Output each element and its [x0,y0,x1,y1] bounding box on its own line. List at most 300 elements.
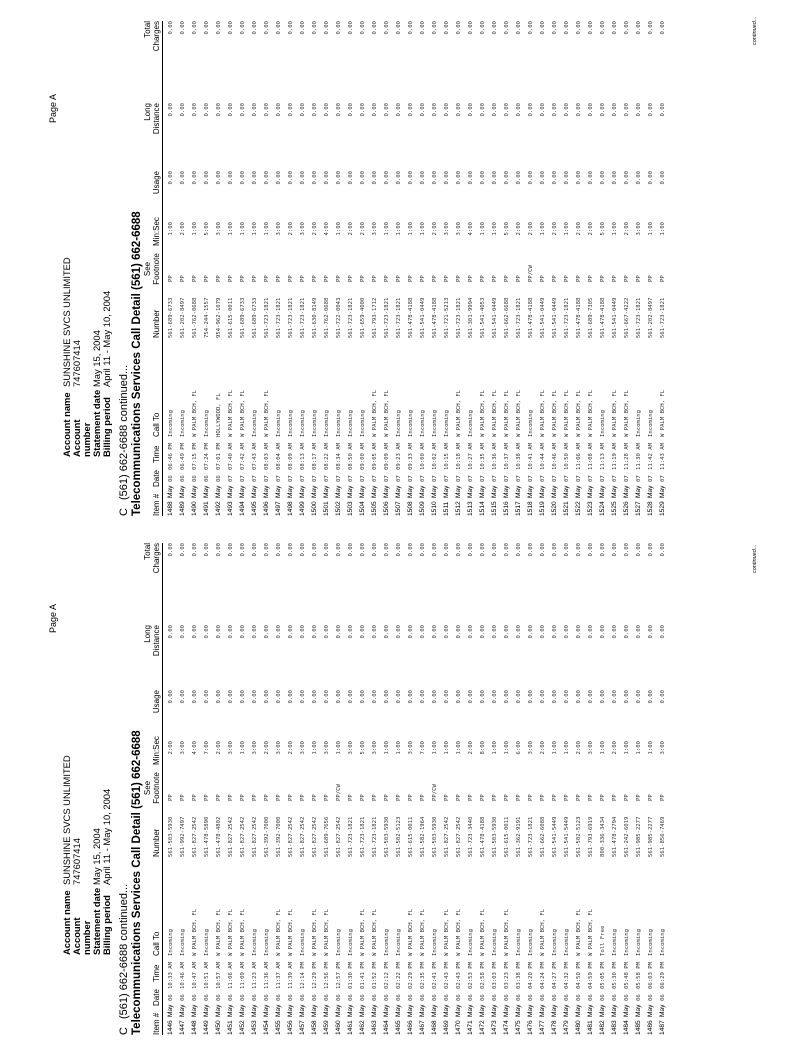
table-row [489,543,501,1035]
cell-total-charges: 0.00 [204,21,210,35]
cell-number: 754-244-1557 [204,297,210,338]
cell-call-to: Incoming [204,929,210,956]
cell-month: May [419,485,426,498]
table-row [201,543,213,1035]
cell-minsec: 5:00 [204,222,210,236]
cell-footnote: PP [180,275,186,282]
cell-total-charges: 0.00 [420,21,426,35]
cell-call-to: Incoming [624,929,630,956]
cell-number: 561-689-6733 [240,297,246,338]
cell-item: 1472 [479,1020,486,1035]
cell-time: 10:57 AM [216,962,222,989]
cell-usage: 0.00 [216,171,222,185]
cell-footnote: PP [600,794,606,801]
cell-long-distance: 0.00 [348,625,354,639]
cell-item: 1494 [239,501,246,516]
cell-month: May [179,1004,186,1017]
cell-number: 561-723-1821 [636,297,642,338]
table-row [369,21,381,516]
billing-period-value: April 11 - May 10, 2004 [101,290,112,387]
cell-item: 1448 [191,1020,198,1035]
cell-item: 1523 [587,501,594,516]
table-row [585,543,597,1035]
cell-footnote: PP [492,275,498,282]
cell-time: 06:46 PM [168,443,174,470]
cell-item: 1487 [659,1020,666,1035]
cell-number: 561-541-4053 [480,297,486,338]
cell-item: 1485 [635,1020,642,1035]
cell-time: 10:02 AM [432,443,438,470]
cell-time: 02:29 PM [408,962,414,989]
table-row [549,21,561,516]
cell-number: 561-723-1821 [372,816,378,857]
cell-call-to: Incoming [552,929,558,956]
cell-long-distance: 0.00 [396,625,402,639]
cell-item: 1522 [575,501,582,516]
cell-minsec: 1:00 [564,741,570,755]
cell-usage: 0.00 [276,171,282,185]
cell-total-charges: 0.00 [240,21,246,35]
cell-time: 10:27 AM [468,443,474,470]
table-row [621,543,633,1035]
cell-call-to: Incoming [204,410,210,437]
cell-total-charges: 0.00 [300,543,306,557]
table-row [249,21,261,516]
cell-footnote: PP [192,275,198,282]
cell-usage: 0.00 [528,690,534,704]
col-number: Number [152,309,161,338]
cell-month: May [311,1004,318,1017]
cell-time: 06:29 PM [660,962,666,989]
cell-usage: 0.00 [276,690,282,704]
cell-call-to: W PALM BCH, FL [372,389,378,437]
cell-call-to: W PALM BCH, FL [324,908,330,956]
cell-call-to: W PALM BCH, FL [552,389,558,437]
cell-usage: 0.00 [444,171,450,185]
cell-day: 06 [588,994,594,1001]
cell-day: 07 [516,475,522,482]
cell-item: 1474 [503,1020,510,1035]
col-date: Date [152,989,161,1006]
cell-day: 07 [588,475,594,482]
cell-usage: 0.00 [324,690,330,704]
cell-month: May [287,485,294,498]
cell-long-distance: 0.00 [180,625,186,639]
cell-total-charges: 0.00 [564,543,570,557]
cell-month: May [443,485,450,498]
cell-total-charges: 0.00 [516,21,522,35]
cell-total-charges: 0.00 [324,543,330,557]
cell-month: May [599,1004,606,1017]
cell-call-to: Incoming [348,929,354,956]
cell-time: 07:01 PM [216,443,222,470]
cell-item: 1497 [275,501,282,516]
table-row [477,21,489,516]
cell-call-to: Incoming [180,410,186,437]
cell-day: 06 [312,994,318,1001]
cell-usage: 0.00 [228,171,234,185]
cell-day: 07 [348,475,354,482]
cell-time: 11:08 AM [588,443,594,470]
cell-minsec: 1:00 [648,741,654,755]
table-row [477,543,489,1035]
cell-usage: 0.00 [384,690,390,704]
cell-usage: 0.00 [348,690,354,704]
cell-time: 09:00 AM [360,443,366,470]
cell-footnote: PP [612,794,618,801]
call-detail-rows [165,543,669,1035]
cell-day: 06 [180,994,186,1001]
cell-item: 1484 [623,1020,630,1035]
cell-footnote: PP [624,794,630,801]
cell-long-distance: 0.00 [408,103,414,117]
cell-call-to: W PALM BCH, FL [576,389,582,437]
cell-usage: 0.00 [492,690,498,704]
cell-month: May [323,485,330,498]
table-row [621,21,633,516]
cell-total-charges: 0.00 [312,543,318,557]
cell-item: 1490 [191,501,198,516]
continued-heading [118,365,130,516]
table-row [573,543,585,1035]
cell-usage: 0.00 [552,690,558,704]
cell-call-to: W PALM BCH, FL [576,908,582,956]
cell-month: May [215,485,222,498]
cell-call-to: W PALM BCH, FL [312,908,318,956]
cell-number: 561-827-2542 [288,816,294,857]
col-call-to: Call To [152,412,161,437]
table-row [597,21,609,516]
cell-day: 07 [564,475,570,482]
cell-call-to: W PALM BCH, FL [192,389,198,437]
cell-call-to: W PALM BCH, FL [444,908,450,956]
cell-time: 02:35 PM [420,962,426,989]
cell-total-charges: 0.00 [264,21,270,35]
cell-footnote: PP [636,275,642,282]
cell-footnote: PP [276,275,282,282]
statement-date-label: Statement date [91,389,102,457]
cell-item: 1471 [467,1020,474,1035]
statement-date-value: May 15, 2004 [91,330,102,387]
cell-footnote: PP [444,794,450,801]
cell-call-to: Incoming [636,929,642,956]
cell-day: 06 [216,475,222,482]
cell-month: May [347,485,354,498]
cell-call-to: W PALM BCH, FL [420,908,426,956]
table-row [345,543,357,1035]
col-usage: Usage [152,171,161,195]
col-number: Number [152,828,161,857]
cell-minsec: 1:00 [396,741,402,755]
cell-day: 07 [552,475,558,482]
cell-total-charges: 0.00 [480,543,486,557]
cell-total-charges: 0.00 [240,543,246,557]
cell-number: 561-478-4188 [408,297,414,338]
cell-time: 09:23 AM [396,443,402,470]
cell-month: May [263,485,270,498]
table-row [609,543,621,1035]
cell-call-to: W PALM BCH, FL [216,908,222,956]
table-row [309,543,321,1035]
cell-call-to: Incoming [276,410,282,437]
cell-month: May [515,485,522,498]
table-row [201,21,213,516]
cell-time: 12:29 PM [312,962,318,989]
cell-item: 1520 [551,501,558,516]
cell-time: 08:09 AM [288,443,294,470]
cell-total-charges: 0.00 [192,543,198,557]
cell-item: 1510 [431,501,438,516]
cell-usage: 0.00 [516,690,522,704]
cell-item: 1475 [515,1020,522,1035]
cell-month: May [299,1004,306,1017]
cell-time: 10:46 AM [180,962,186,989]
cell-item: 1492 [215,501,222,516]
cell-day: 06 [456,994,462,1001]
cell-time: 07:15 PM [192,443,198,470]
cell-footnote: PP [288,794,294,801]
cell-number: 561-478-4188 [600,297,606,338]
cell-minsec: 3:00 [228,741,234,755]
cell-footnote: PP [420,275,426,282]
cell-call-to: W PALM BCH, FL [516,389,522,437]
cell-month: May [227,485,234,498]
cell-month: May [431,1004,438,1017]
cell-total-charges: 0.00 [612,543,618,557]
cell-total-charges: 0.00 [504,543,510,557]
cell-number: 561-478-4188 [528,297,534,338]
cell-month: May [191,1004,198,1017]
cell-month: May [215,1004,222,1017]
cell-total-charges: 0.00 [180,543,186,557]
table-row [645,21,657,516]
table-row [489,21,501,516]
cell-time: 10:36 AM [492,443,498,470]
cell-long-distance: 0.00 [612,625,618,639]
cell-total-charges: 0.00 [264,543,270,557]
cell-call-to: Incoming [348,410,354,437]
cell-call-to: Incoming [420,410,426,437]
table-row [225,543,237,1035]
table-row [609,21,621,516]
cell-footnote: PP [480,275,486,282]
cell-call-to: Incoming [528,929,534,956]
cell-day: 06 [240,994,246,1001]
cell-usage: 0.00 [420,690,426,704]
cell-long-distance: 0.00 [312,625,318,639]
cell-number: 561-723-1821 [348,816,354,857]
cell-time: 11:42 AM [648,443,654,470]
cell-long-distance: 0.00 [384,625,390,639]
cell-total-charges: 0.00 [348,543,354,557]
cell-time: 07:24 PM [204,443,210,470]
cell-usage: 0.00 [540,690,546,704]
cell-month: May [539,485,546,498]
cell-minsec: 3:00 [324,741,330,755]
cell-long-distance: 0.00 [636,103,642,117]
cell-number: 561-689-6733 [252,297,258,338]
cell-day: 06 [540,994,546,1001]
cell-footnote: PP [324,794,330,801]
cell-long-distance: 0.00 [516,103,522,117]
cell-total-charges: 0.00 [540,543,546,557]
table-row [429,543,441,1035]
cell-usage: 0.00 [468,690,474,704]
cell-footnote: PP [624,275,630,282]
cell-footnote: PP [360,794,366,801]
cell-day: 07 [528,475,534,482]
cell-time: 07:40 AM [228,443,234,470]
cell-footnote: PP [252,275,258,282]
cell-long-distance: 0.00 [336,625,342,639]
cell-call-to: Incoming [300,410,306,437]
cell-usage: 0.00 [324,171,330,185]
cell-total-charges: 0.00 [612,21,618,35]
cell-minsec: 3:00 [276,222,282,236]
cell-item: 1527 [635,501,642,516]
cell-total-charges: 0.00 [360,21,366,35]
cell-long-distance: 0.00 [216,103,222,117]
cell-total-charges: 0.00 [492,21,498,35]
cell-number: 954-962-1079 [216,297,222,338]
cell-item: 1495 [251,501,258,516]
cell-long-distance: 0.00 [588,103,594,117]
cell-usage: 0.00 [540,171,546,185]
cell-total-charges: 0.00 [528,543,534,557]
cell-item: 1529 [659,501,666,516]
cell-number: 561-723-1821 [516,297,522,338]
cell-minsec: 2:00 [552,222,558,236]
cell-time: 12:56 PM [324,962,330,989]
continued-heading-text: (561) 662-6688 continued... [118,883,130,1019]
cell-footnote: PP [228,275,234,282]
cell-usage: 0.00 [612,690,618,704]
cell-number: 561-827-2542 [312,816,318,857]
cell-number: 561-856-7469 [660,816,666,857]
cell-month: May [599,485,606,498]
table-row [345,21,357,516]
cell-time: 11:06 AM [228,962,234,989]
table-row [597,543,609,1035]
cell-long-distance: 0.00 [528,103,534,117]
cell-call-to: W PALM BCH, FL [264,389,270,437]
cell-minsec: 3:00 [348,741,354,755]
cell-call-to: Incoming [336,410,342,437]
col-distance: Distance [152,103,161,135]
cell-long-distance: 0.00 [432,625,438,639]
cell-usage: 0.00 [216,690,222,704]
cell-long-distance: 0.00 [216,625,222,639]
cell-usage: 0.00 [372,171,378,185]
col-see: See [143,780,152,796]
cell-call-to: W PALM BCH, FL [588,908,594,956]
cell-item: 1458 [311,1020,318,1035]
cell-total-charges: 0.00 [384,543,390,557]
cell-usage: 0.00 [588,690,594,704]
cell-usage: 0.00 [264,690,270,704]
cell-day: 06 [624,994,630,1001]
cell-item: 1476 [527,1020,534,1035]
cell-time: 10:37 AM [504,443,510,470]
cell-day: 06 [600,994,606,1001]
col-usage: Usage [152,690,161,714]
table-row [453,543,465,1035]
table-row [261,21,273,516]
cell-long-distance: 0.00 [324,625,330,639]
cell-long-distance: 0.00 [228,103,234,117]
cell-time: 11:19 AM [612,443,618,470]
cell-minsec: 1:00 [240,741,246,755]
cell-footnote: PP [192,794,198,801]
cell-day: 07 [636,475,642,482]
cell-number: 561-723-1821 [276,297,282,338]
cell-minsec: 3:00 [252,741,258,755]
account-name-value: SUNSHINE SVCS UNLIMITED [61,257,72,387]
cell-long-distance: 0.00 [660,103,666,117]
account-number-value: 747607414 [71,838,82,885]
cell-call-to: Incoming [288,410,294,437]
cell-item: 1515 [491,501,498,516]
cell-day: 06 [636,994,642,1001]
cell-time: 04:27 PM [552,962,558,989]
cell-day: 07 [396,475,402,482]
cell-footnote: PP [504,794,510,801]
cell-day: 06 [396,994,402,1001]
cell-footnote: PP [420,794,426,801]
col-see: See [143,261,152,277]
cell-long-distance: 0.00 [168,103,174,117]
cell-month: May [443,1004,450,1017]
cell-item: 1447 [179,1020,186,1035]
cell-minsec: 1:00 [564,222,570,236]
cell-long-distance: 0.00 [396,103,402,117]
cell-time: 10:44 AM [540,443,546,470]
cell-usage: 0.00 [660,690,666,704]
cell-item: 1455 [275,1020,282,1035]
cell-item: 1460 [335,1020,342,1035]
col-charges: Charges [152,543,161,574]
cell-number: 561-503-5930 [432,816,438,857]
cell-day: 07 [252,475,258,482]
cell-minsec: 2:00 [528,222,534,236]
table-row [633,21,645,516]
cell-footnote: PP [336,275,342,282]
cell-time: 08:50 AM [348,443,354,470]
cell-usage: 0.00 [288,171,294,185]
cell-item: 1512 [455,501,462,516]
cell-number: 561-793-6919 [588,816,594,857]
cell-time: 07:43 AM [252,443,258,470]
cell-time: 11:43 AM [660,443,666,470]
cell-item: 1457 [299,1020,306,1035]
cell-day: 07 [288,475,294,482]
cell-number: 561-541-0449 [612,297,618,338]
cell-call-to: Incoming [648,410,654,437]
cell-call-to: Incoming [252,929,258,956]
cell-time: 11:39 AM [288,962,294,989]
cell-item: 1505 [371,501,378,516]
cell-month: May [455,1004,462,1017]
table-row [357,543,369,1035]
cell-footnote: PP [264,275,270,282]
cell-usage: 0.00 [192,690,198,704]
cell-footnote: PP [348,275,354,282]
cell-item: 1486 [647,1020,654,1035]
cell-minsec: 1:00 [408,222,414,236]
cell-minsec: 2:00 [540,741,546,755]
cell-long-distance: 0.00 [624,625,630,639]
cell-number: 561-503-5930 [168,816,174,857]
